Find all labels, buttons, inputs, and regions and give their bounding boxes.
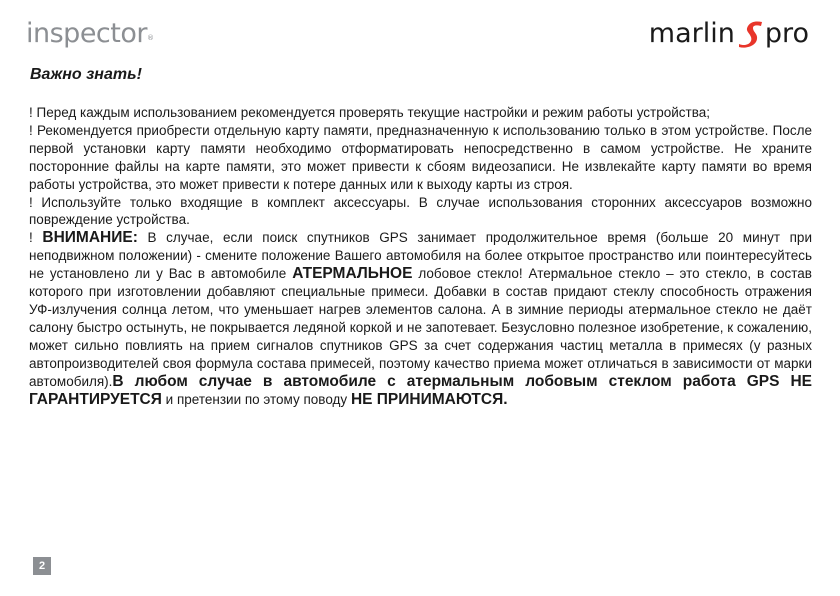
page-number: 2 [33,557,51,575]
s-swoosh-icon [736,17,764,49]
warning-text-3: и претензии по этому поводу [165,391,348,407]
marlin-logo-text: marlin [648,17,735,49]
inspector-logo [26,18,153,49]
pro-logo-text: pro [764,17,809,49]
athermal-term: АТЕРМАЛЬНОЕ [292,265,413,283]
notice-paragraph-1: ! Перед каждым использованием рекомендуется проверять текущие настройки и режим работы устройства; [29,105,711,120]
page-heading: Важно знать! [30,66,142,83]
marlin-s-pro-logo [649,17,809,49]
warning-label: ВНИМАНИЕ: [42,229,138,247]
notice-paragraph-3: ! Используйте только входящие в комплект аксессуары. В случае использования сторонних аксессуаров возможно повреждение устройства. [29,194,812,228]
gps-not-guaranteed-statement: В любом случае в автомобиле с атермальным лобовым стеклом работа GPS НЕ ГАРАНТИРУЕТСЯ [29,372,812,408]
notice-paragraph-2: ! Рекомендуется приобрести отдельную карту памяти, предназначенную к использованию только в этом устройстве. После первой установки карту памяти необходимо отформатировать непосредственно в самом устройстве. Не храните посторонние файлы на карте памяти, это может привести к сбоям видеозаписи. Не извлекайте карту памяти во время работы устройства, это может привести к потере данных или к выходу карты из строя. [29,122,812,192]
warning-text-2: лобовое стекло! Атермальное стекло – это стекло, в состав которого при изготовлении добавляют специальные примеси. Добавки в состав придают стеклу способность отражения УФ-излучения солнца летом, что уменьшает нагрев элементов салона. А в зимние периоды атермальное стекло не даёт салону быстро остынуть, не покрывается ледяной коркой и не запотевает. Безусловно полезное изобретение, к сожалению, может сильно повлиять на прием сигналов спутников GPS за счет содержания частиц металла в примесях (у разных автопроизводителей своя формула состава примесей, поэтому качество приема может отличаться в зависимости от марки автомобиля). [29,266,812,389]
warning-text-1: В случае, если поиск спутников GPS занимает продолжительное время (больше 20 минут при неподвижном положении) - смените положение Вашего автомобиля на более открытое пространство или поинтересуйтесь не установлено ли у Вас в автомобиле [29,230,812,282]
notice-body [29,104,812,408]
warning-prefix: ! [29,230,33,246]
registered-mark: ® [146,34,154,42]
claims-not-accepted: НЕ ПРИНИМАЮТСЯ. [350,390,508,408]
notice-paragraph-4 [29,229,812,408]
inspector-logo-text: inspector [26,18,147,49]
